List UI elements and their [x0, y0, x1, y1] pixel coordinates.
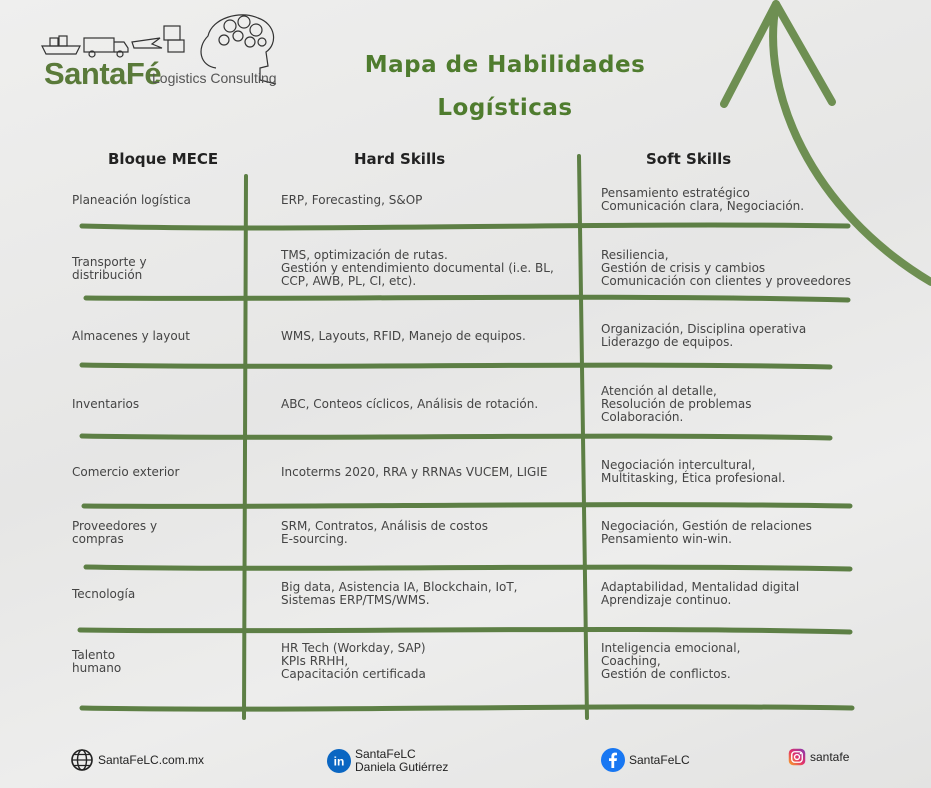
row-block-almacenes: Almacenes y layout — [72, 329, 190, 343]
row-hard-planeacion: ERP, Forecasting, S&OP — [281, 193, 423, 207]
footer-instagram[interactable] — [788, 748, 849, 766]
row-hard-comercio: Incoterms 2020, RRA y RRNAs VUCEM, LIGIE — [281, 465, 548, 479]
row-soft-proveedores: Negociación, Gestión de relaciones Pensamiento win-win. — [601, 519, 812, 546]
row-soft-transporte: Resiliencia, Gestión de crisis y cambios Comunicación con clientes y proveedores — [601, 248, 852, 288]
brand-subtitle: Logistics Consulting — [152, 70, 277, 86]
column-header-soft: Soft Skills — [646, 150, 732, 168]
linkedin-icon — [327, 749, 351, 773]
row-hard-inventarios: ABC, Conteos cíclicos, Análisis de rotación. — [281, 397, 539, 411]
row-block-tecnologia: Tecnología — [72, 587, 136, 601]
row-block-transporte: Transporte y distribución — [72, 255, 147, 282]
footer-linkedin[interactable] — [327, 748, 448, 774]
column-header-block: Bloque MECE — [108, 150, 219, 168]
row-hard-almacenes: WMS, Layouts, RFID, Manejo de equipos. — [281, 329, 526, 343]
footer-facebook[interactable] — [601, 748, 690, 772]
row-block-inventarios: Inventarios — [72, 397, 140, 411]
svg-text:in: in — [333, 754, 345, 769]
page-title-line2: Logísticas — [437, 95, 573, 121]
row-block-comercio: Comercio exterior — [72, 465, 180, 479]
row-block-planeacion: Planeación logística — [72, 193, 191, 207]
footer-linkedin-company: SantaFeLC — [355, 747, 416, 761]
row-soft-talento: Inteligencia emocional, Coaching, Gestión de conflictos. — [601, 641, 741, 681]
row-block-proveedores: Proveedores y compras — [72, 519, 158, 546]
footer-website[interactable] — [70, 748, 204, 772]
footer-website-label: SantaFeLC.com.mx — [98, 753, 205, 767]
instagram-icon — [788, 748, 806, 766]
footer-linkedin-person: Daniela Gutiérrez — [355, 760, 449, 774]
row-hard-tecnologia: Big data, Asistencia IA, Blockchain, IoT, Sistemas ERP/TMS/WMS. — [281, 580, 518, 607]
column-header-hard: Hard Skills — [354, 150, 446, 168]
row-soft-comercio: Negociación intercultural, Multitasking, Ética profesional. — [601, 458, 786, 485]
footer-instagram-label: santafe — [810, 750, 850, 764]
row-hard-transporte: TMS, optimización de rutas. Gestión y entendimiento documental (i.e. BL, CCP, AWB, PL, CI, etc). — [281, 248, 554, 288]
page-title-line1: Mapa de Habilidades — [364, 52, 646, 78]
row-block-talento: Talento humano — [72, 648, 122, 675]
row-hard-talento: HR Tech (Workday, SAP) KPIs RRHH, Capacitación certificada — [281, 641, 426, 681]
globe-icon — [70, 748, 94, 772]
row-soft-almacenes: Organización, Disciplina operativa Liderazgo de equipos. — [601, 322, 807, 349]
brand-name: SantaFé — [44, 56, 162, 91]
row-soft-planeacion: Pensamiento estratégico Comunicación clara, Negociación. — [601, 186, 805, 213]
footer-facebook-label: SantaFeLC — [629, 753, 690, 767]
row-soft-inventarios: Atención al detalle, Resolución de problemas Colaboración. — [601, 384, 752, 424]
row-hard-proveedores: SRM, Contratos, Análisis de costos E-sourcing. — [281, 519, 488, 546]
row-soft-tecnologia: Adaptabilidad, Mentalidad digital Aprendizaje continuo. — [601, 580, 800, 607]
facebook-icon — [601, 748, 625, 772]
